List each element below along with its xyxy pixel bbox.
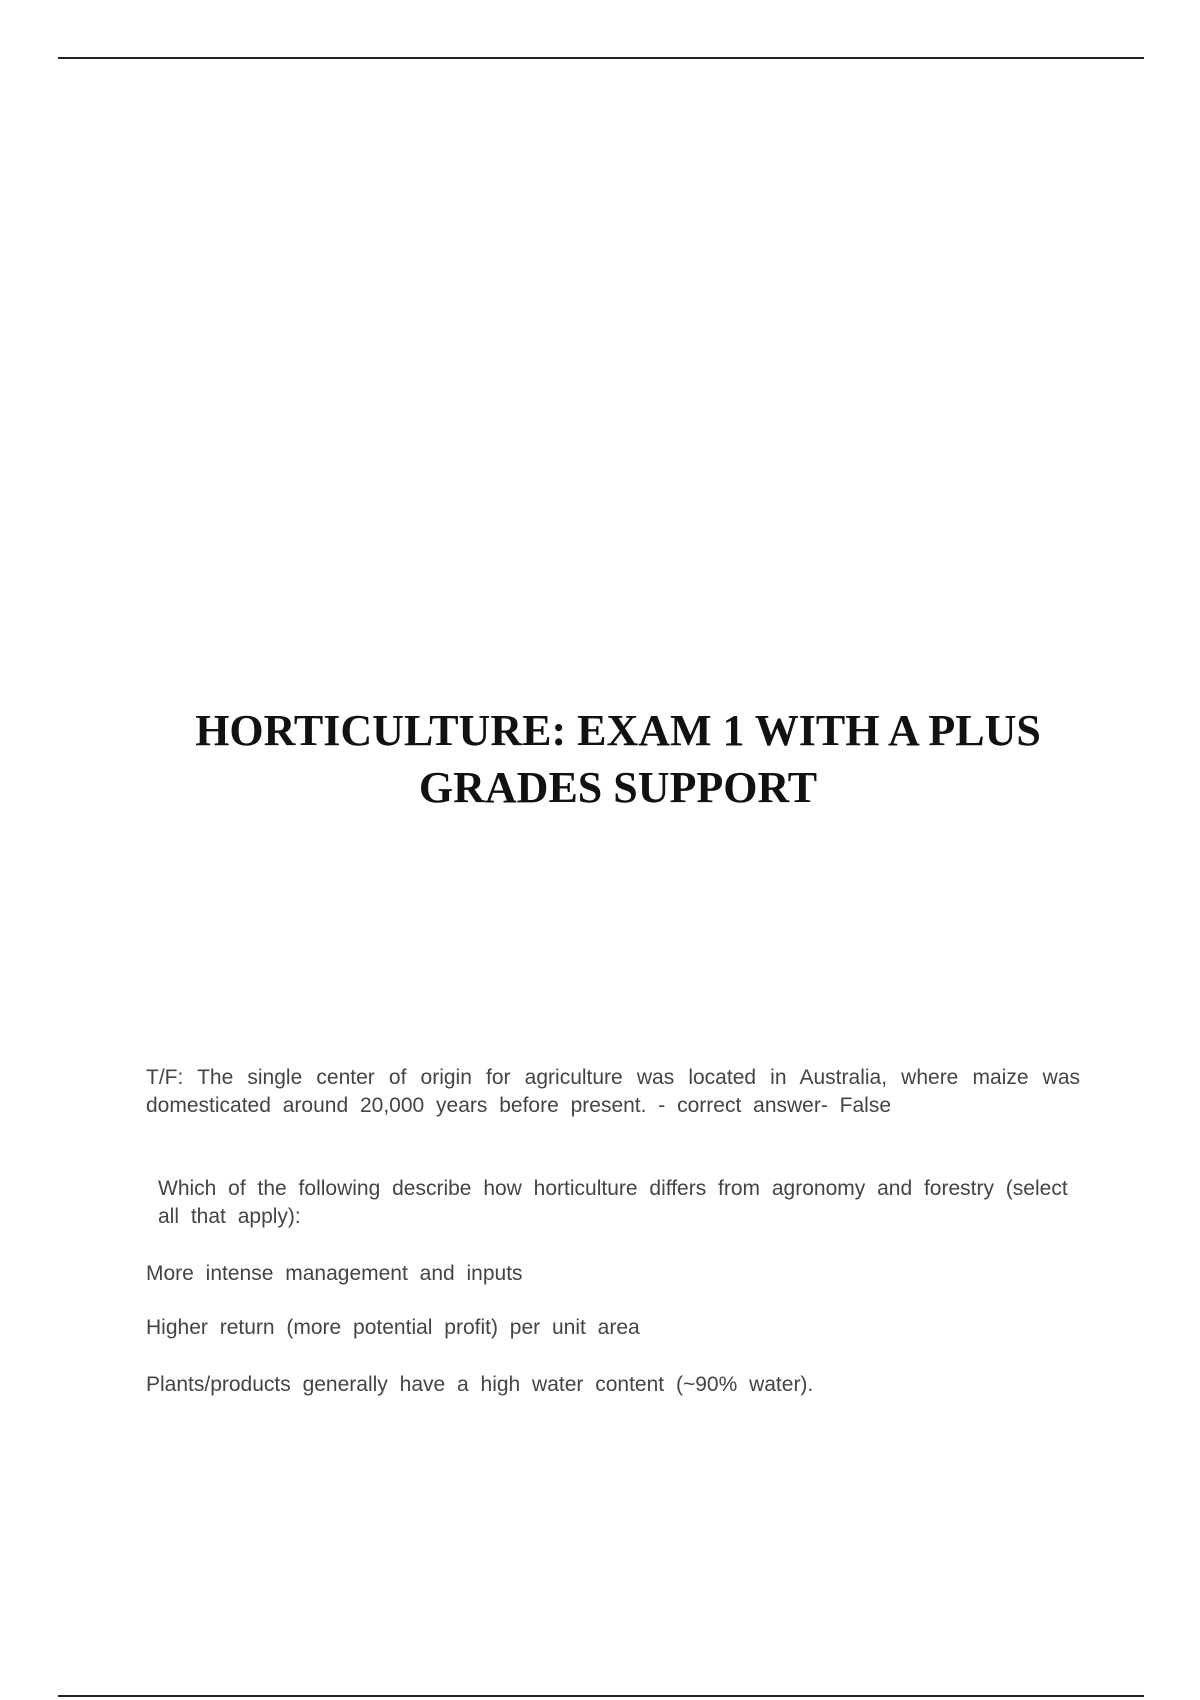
answer-item: Higher return (more potential profit) per unit area	[146, 1316, 640, 1339]
bottom-divider	[58, 1695, 1144, 1697]
document-title: HORTICULTURE: EXAM 1 WITH A PLUS GRADES SUPPORT	[195, 706, 1041, 812]
answer-item: More intense management and inputs	[146, 1262, 523, 1285]
question-true-false: T/F: The single center of origin for agriculture was located in Australia, where maize was domesticated around 20,000 years before present. - correct answer- False	[146, 1066, 1080, 1117]
answer-item: Plants/products generally have a high water content (~90% water).	[146, 1373, 814, 1396]
top-divider	[58, 57, 1144, 59]
question-select-all: Which of the following describe how horticulture differs from agronomy and forestry (select all that apply):	[158, 1177, 1068, 1228]
